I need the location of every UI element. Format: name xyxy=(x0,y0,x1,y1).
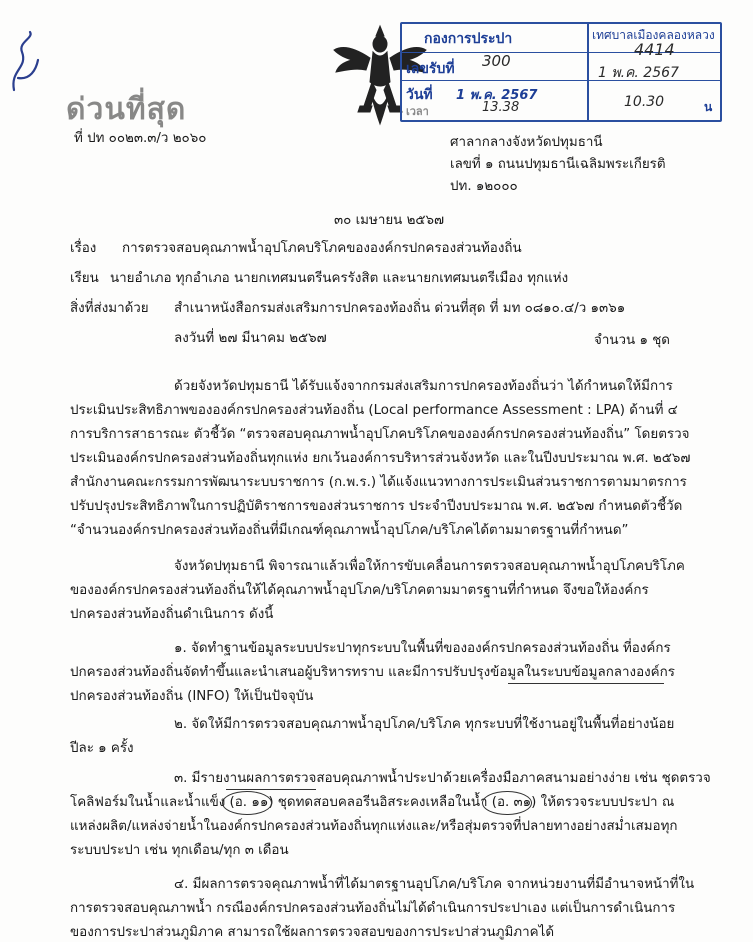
pen-underline xyxy=(226,789,316,790)
para1-line: ปรับปรุงประสิทธิภาพในการปฏิบัติราชการของส่วนราชการ ประจำปีงบประมาณ พ.ศ. ๒๕๖๗ กำหนดตัวชี้วัด xyxy=(70,499,683,514)
item3-line: แหล่งผลิต/แหล่งจ่ายน้ำในองค์กรปกครองส่วนท้องถิ่นทุกแห่งและ/หรือสุ่มตรวจที่ปลายทางอย่างสม่ำเสมอทุก xyxy=(70,819,678,834)
stamp-date-label: วันที่ xyxy=(406,87,433,103)
para1-line: “จำนวนองค์กรปกครองส่วนท้องถิ่นที่มีเกณฑ์คุณภาพน้ำอุปโภค/บริโภคได้ตามมาตรฐานที่กำหนด” xyxy=(70,523,629,538)
document-number: ที่ ปท ๐๐๒๓.๓/ว ๒๐๖๐ xyxy=(74,131,207,146)
enclosure-label: สิ่งที่ส่งมาด้วย xyxy=(70,301,149,316)
para1-line: ด้วยจังหวัดปทุมธานี ได้รับแจ้งจากกรมส่งเสริมการปกครองท้องถิ่นว่า ได้กำหนดให้มีการ xyxy=(174,379,673,394)
para2-line: ขององค์กรปกครองส่วนท้องถิ่นให้ได้คุณภาพน้ำอุปโภค/บริโภคตามมาตรฐานที่กำหนด จึงขอให้องค์กร xyxy=(70,583,649,598)
handwritten-signature xyxy=(8,30,42,100)
para1-line: ประเมินองค์กรปกครองส่วนท้องถิ่นทุกแห่ง ยกเว้นองค์การบริหารส่วนจังหวัด และในปีงบประมาณ พ.ศ. ๒๕๖๗ xyxy=(70,451,691,466)
para2-line: ปกครองส่วนท้องถิ่นดำเนินการ ดังนี้ xyxy=(70,607,274,622)
stamp-municipality: เทศบาลเมืองคลองหลวง xyxy=(592,28,715,42)
to-recipients: นายอำเภอ ทุกอำเภอ นายกเทศมนตรีนครรังสิต และนายกเทศมนตรีเมือง ทุกแห่ง xyxy=(110,271,569,286)
sender-line-2: เลขที่ ๑ ถนนปทุมธานีเฉลิมพระเกียรติ xyxy=(450,157,666,172)
pen-circle xyxy=(222,791,272,815)
stamp-received-no: 300 xyxy=(482,52,511,70)
item1-line: ๑. จัดทำฐานข้อมูลระบบประปาทุกระบบในพื้นที่ขององค์กรปกครองส่วนท้องถิ่น ที่องค์กร xyxy=(174,641,671,656)
pen-circle xyxy=(482,791,532,815)
item4-line: ของการประปาส่วนภูมิภาค สามารถใช้ผลการตรวจสอบของการประปาส่วนภูมิภาคได้ xyxy=(70,925,555,940)
subject-label: เรื่อง xyxy=(70,241,97,256)
item2-line: ๒. จัดให้มีการตรวจสอบคุณภาพน้ำอุปโภค/บริโภค ทุกระบบที่ใช้งานอยู่ในพื้นที่อย่างน้อย xyxy=(174,717,675,732)
enclosure-line-1: สำเนาหนังสือกรมส่งเสริมการปกครองท้องถิ่น ด่วนที่สุด ที่ มท ๐๘๑๐.๔/ว ๑๓๖๑ xyxy=(174,301,626,316)
stamp-divider xyxy=(587,24,589,120)
para2-line: จังหวัดปทุมธานี พิจารณาแล้วเพื่อให้การขับเคลื่อนการตรวจสอบคุณภาพน้ำอุปโภคบริโภค xyxy=(174,559,685,574)
stamp-muni-no: 4414 xyxy=(634,40,675,59)
stamp-received-label: เลขรับที่ xyxy=(406,61,455,77)
item3-line: โคลิฟอร์มในน้ำและน้ำแข็ง (อ. ๑๑) ชุดทดสอบคลอรีนอิสระคงเหลือในน้ำ (อ. ๓๑) ให้ตรวจระบบประปา ณ xyxy=(70,795,675,810)
item1-line: ปกครองส่วนท้องถิ่นจัดทำขึ้นและนำเสนอผู้บริหารทราบ และมีการปรับปรุงข้อมูลในระบบข้อมูลกลางองค์กร xyxy=(70,665,675,680)
to-label: เรียน xyxy=(70,271,99,286)
para1-line: ประเมินประสิทธิภาพขององค์กรปกครองส่วนท้องถิ่น (Local performance Assessment : LPA) ด้านที่ ๔ xyxy=(70,403,678,418)
stamp-muni-date: 1 พ.ค. 2567 xyxy=(598,65,679,81)
stamp-muni-time: 10.30 xyxy=(624,94,665,110)
para1-line: การบริการสาธารณะ ตัวชี้วัด “ตรวจสอบคุณภาพน้ำอุปโภคบริโภคขององค์กรปกครองส่วนท้องถิ่น” โดยตรวจ xyxy=(70,427,690,442)
stamp-time: 13.38 xyxy=(482,100,520,115)
item4-line: ๔. มีผลการตรวจคุณภาพน้ำที่ได้มาตรฐานอุปโภค/บริโภค จากหน่วยงานที่มีอำนาจหน้าที่ใน xyxy=(174,877,695,892)
item2-line: ปีละ ๑ ครั้ง xyxy=(70,741,134,756)
pen-underline xyxy=(508,683,664,684)
enclosure-line-2: ลงวันที่ ๒๗ มีนาคม ๒๕๖๗ xyxy=(174,331,327,346)
stamp-muni-time-suffix: น xyxy=(704,100,713,114)
enclosure-quantity: จำนวน ๑ ชุด xyxy=(594,333,670,348)
urgency-stamp: ด่วนที่สุด xyxy=(66,92,187,127)
item3-line: ๓. มีรายงานผลการตรวจสอบคุณภาพน้ำประปาด้วยเครื่องมือภาคสนามอย่างง่าย เช่น ชุดตรวจ xyxy=(174,771,711,786)
receipt-stamp xyxy=(400,22,722,122)
item1-line: ปกครองส่วนท้องถิ่น (INFO) ให้เป็นปัจจุบัน xyxy=(70,689,314,704)
item3-line: ระบบประปา เช่น ทุกเดือน/ทุก ๓ เดือน xyxy=(70,843,289,858)
sender-line-3: ปท. ๑๒๐๐๐ xyxy=(450,179,518,194)
document-date: ๓๐ เมษายน ๒๕๖๗ xyxy=(334,213,445,228)
subject: การตรวจสอบคุณภาพน้ำอุปโภคบริโภคขององค์กรปกครองส่วนท้องถิ่น xyxy=(122,241,522,256)
para1-line: สำนักงานคณะกรรมการพัฒนาระบบราชการ (ก.พ.ร.) ได้แจ้งแนวทางการประเมินส่วนราชการตามมาตรการ xyxy=(70,475,687,490)
stamp-time-label: เวลา xyxy=(406,105,429,118)
stamp-office: กองการประปา xyxy=(424,31,513,47)
item4-line: การตรวจสอบคุณภาพน้ำ กรณีองค์กรปกครองส่วนท้องถิ่นไม่ได้ดำเนินการประปาเอง แต่เป็นการดำเนินการ xyxy=(70,901,676,916)
stamp-date: 1 พ.ค. 2567 xyxy=(456,88,538,103)
sender-line-1: ศาลากลางจังหวัดปทุมธานี xyxy=(450,135,603,150)
